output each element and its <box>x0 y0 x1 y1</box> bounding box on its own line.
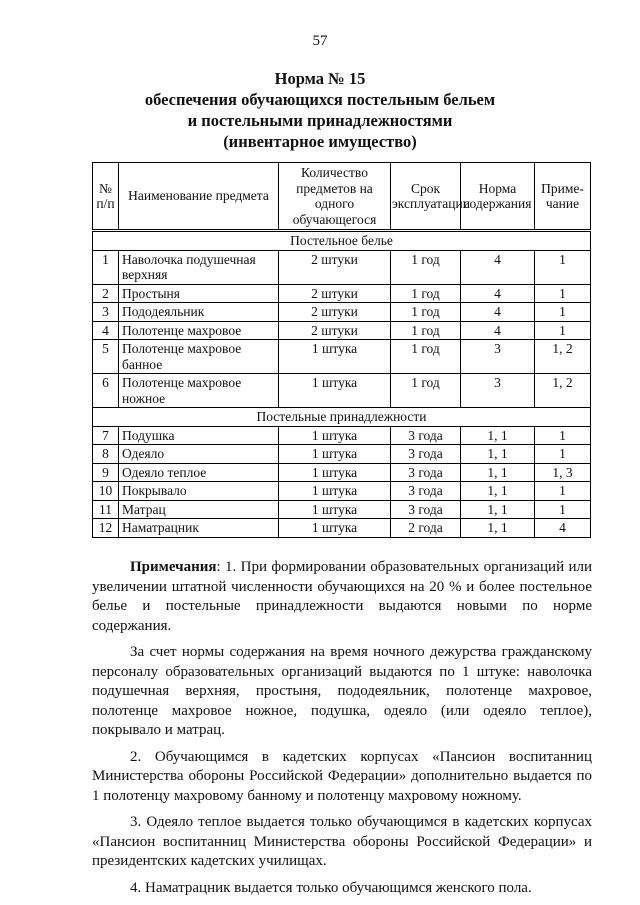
cell-norm: 4 <box>461 250 535 284</box>
section-title: Постельное белье <box>93 231 591 251</box>
title-line-1: Норма № 15 <box>274 69 366 88</box>
cell-qty: 1 штука <box>279 500 391 519</box>
section-title: Постельные принадлежности <box>93 408 591 427</box>
cell-name: Подушка <box>119 426 279 445</box>
cell-name: Полотенце махровое ножное <box>119 374 279 408</box>
cell-num: 1 <box>93 250 119 284</box>
table-row <box>93 340 591 374</box>
cell-num: 11 <box>93 500 119 519</box>
cell-qty: 1 штука <box>279 374 391 408</box>
cell-term: 1 год <box>391 374 461 408</box>
cell-qty: 1 штука <box>279 463 391 482</box>
header-qty: Количество предметов на одного обучающегося <box>279 163 391 231</box>
cell-num: 12 <box>93 519 119 538</box>
table-row <box>93 250 591 284</box>
cell-qty: 2 штуки <box>279 250 391 284</box>
header-num: № п/п <box>93 163 119 231</box>
cell-name: Полотенце махровое <box>119 321 279 340</box>
cell-term: 3 года <box>391 463 461 482</box>
note-text-1: : 1. При формировании образовательных организаций или увеличении штатной численности обучающихся на 20 % и более постельное белье и постельные принадлежности выдаются новыми по норме содержания. <box>92 559 592 634</box>
cell-term: 3 года <box>391 426 461 445</box>
cell-qty: 1 штука <box>279 445 391 464</box>
cell-norm: 4 <box>461 284 535 303</box>
cell-norm: 1, 1 <box>461 519 535 538</box>
note-paragraph-4: 3. Одеяло теплое выдается только обучающимся в кадетских корпусах «Пансион воспитанниц Министерства обороны Российской Федерации» и президентских кадетских училищах. <box>92 814 592 869</box>
cell-note: 1, 2 <box>535 374 591 408</box>
cell-qty: 1 штука <box>279 340 391 374</box>
cell-num: 7 <box>93 426 119 445</box>
cell-num: 5 <box>93 340 119 374</box>
cell-term: 1 год <box>391 340 461 374</box>
cell-term: 2 года <box>391 519 461 538</box>
cell-note: 1, 3 <box>535 463 591 482</box>
cell-num: 3 <box>93 303 119 322</box>
cell-name: Одеяло теплое <box>119 463 279 482</box>
norm-table <box>92 162 591 538</box>
table-row <box>93 284 591 303</box>
table-row <box>93 482 591 501</box>
cell-note: 1 <box>535 250 591 284</box>
cell-num: 6 <box>93 374 119 408</box>
header-norm: Норма содержания <box>461 163 535 231</box>
cell-note: 1 <box>535 321 591 340</box>
cell-num: 9 <box>93 463 119 482</box>
cell-name: Наматрацник <box>119 519 279 538</box>
note-paragraph-1 <box>92 558 592 636</box>
page-number: 57 <box>312 33 328 49</box>
cell-num: 10 <box>93 482 119 501</box>
title-line-4: (инвентарное имущество) <box>223 132 417 151</box>
table-row <box>93 374 591 408</box>
note-paragraph-5: 4. Наматрацник выдается только обучающимся женского пола. <box>130 879 532 896</box>
table-row <box>93 445 591 464</box>
note-paragraph-2: За счет нормы содержания на время ночного дежурства гражданскому персоналу образовательных организаций выдаются по 1 штуке: наволочка подушечная верхняя, простыня, пододеяльник, полотенце махровое, полотенце махровое ножное, подушка, одеяло (или одеяло теплое), покрывало и матрац. <box>92 644 592 738</box>
table-header-row <box>93 163 591 231</box>
cell-norm: 4 <box>461 303 535 322</box>
table-row <box>93 500 591 519</box>
cell-norm: 4 <box>461 321 535 340</box>
cell-note: 1, 2 <box>535 340 591 374</box>
cell-term: 1 год <box>391 250 461 284</box>
cell-term: 3 года <box>391 482 461 501</box>
cell-note: 1 <box>535 482 591 501</box>
cell-note: 1 <box>535 426 591 445</box>
cell-qty: 1 штука <box>279 519 391 538</box>
cell-num: 8 <box>93 445 119 464</box>
cell-num: 2 <box>93 284 119 303</box>
cell-norm: 1, 1 <box>461 463 535 482</box>
header-name: Наименование предмета <box>119 163 279 231</box>
cell-qty: 2 штуки <box>279 284 391 303</box>
notes-section <box>92 558 592 905</box>
cell-name: Покрывало <box>119 482 279 501</box>
cell-note: 1 <box>535 284 591 303</box>
table-row <box>93 519 591 538</box>
title-line-3: и постельными принадлежностями <box>187 111 453 130</box>
cell-norm: 1, 1 <box>461 445 535 464</box>
cell-norm: 3 <box>461 374 535 408</box>
cell-term: 1 год <box>391 321 461 340</box>
title-line-2: обеспечения обучающихся постельным бельем <box>144 90 496 109</box>
cell-qty: 1 штука <box>279 426 391 445</box>
cell-note: 1 <box>535 445 591 464</box>
section-row <box>93 408 591 427</box>
notes-label: Примечания <box>130 559 217 575</box>
cell-name: Пододеяльник <box>119 303 279 322</box>
cell-note: 1 <box>535 500 591 519</box>
cell-name: Одеяло <box>119 445 279 464</box>
cell-norm: 3 <box>461 340 535 374</box>
cell-name: Простыня <box>119 284 279 303</box>
cell-note: 1 <box>535 303 591 322</box>
cell-name: Матрац <box>119 500 279 519</box>
cell-qty: 2 штуки <box>279 321 391 340</box>
cell-term: 1 год <box>391 284 461 303</box>
cell-term: 3 года <box>391 500 461 519</box>
cell-qty: 2 штуки <box>279 303 391 322</box>
cell-note: 4 <box>535 519 591 538</box>
header-term: Срок эксплуатации <box>391 163 461 231</box>
cell-norm: 1, 1 <box>461 426 535 445</box>
table-row <box>93 426 591 445</box>
cell-num: 4 <box>93 321 119 340</box>
document-title <box>0 68 640 152</box>
table-row <box>93 321 591 340</box>
table-row <box>93 463 591 482</box>
cell-name: Полотенце махровое банное <box>119 340 279 374</box>
cell-name: Наволочка подушечная верхняя <box>119 250 279 284</box>
cell-norm: 1, 1 <box>461 500 535 519</box>
section-row <box>93 231 591 251</box>
note-paragraph-3: 2. Обучающимся в кадетских корпусах «Пансион воспитанниц Министерства обороны Российской Федерации» дополнительно выдается по 1 полотенцу махровому банному и полотенцу махровому ножному. <box>92 748 592 804</box>
table-row <box>93 303 591 322</box>
cell-term: 1 год <box>391 303 461 322</box>
cell-term: 3 года <box>391 445 461 464</box>
cell-qty: 1 штука <box>279 482 391 501</box>
cell-norm: 1, 1 <box>461 482 535 501</box>
header-note: Приме-чание <box>535 163 591 231</box>
